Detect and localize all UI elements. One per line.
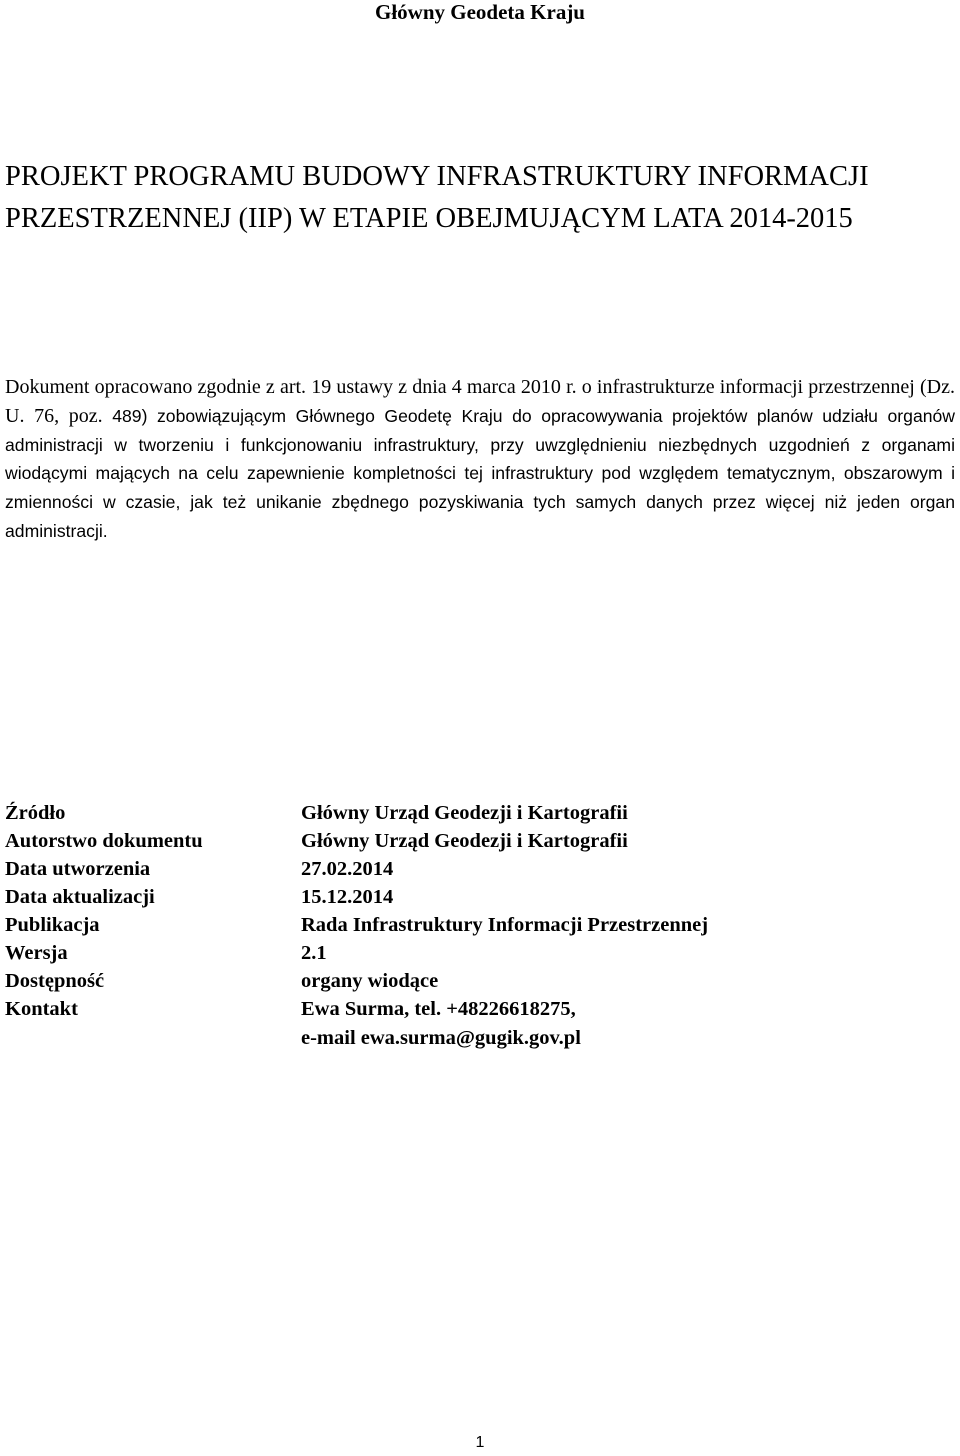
document-title-line-1: PROJEKT PROGRAMU BUDOWY INFRASTRUKTURY INFORMACJI	[5, 161, 869, 192]
header-title: Główny Geodeta Kraju	[375, 0, 585, 24]
metadata-value: 15.12.2014	[301, 886, 394, 908]
metadata-value: 27.02.2014	[301, 858, 394, 880]
metadata-row-source	[5, 791, 955, 827]
document-title	[5, 156, 955, 240]
metadata-row-publication	[5, 911, 955, 939]
metadata-label: Kontakt	[5, 998, 78, 1020]
metadata-value: Rada Infrastruktury Informacji Przestrzennej	[301, 914, 709, 936]
metadata-label: Data aktualizacji	[5, 886, 155, 908]
metadata-value: organy wiodące	[301, 970, 439, 992]
metadata-contact-email: e-mail ewa.surma@gugik.gov.pl	[301, 1027, 581, 1049]
metadata-row-created	[5, 855, 955, 883]
metadata-label: Źródło	[5, 802, 66, 824]
metadata-label: Data utworzenia	[5, 858, 151, 880]
metadata-table	[5, 791, 955, 1053]
metadata-row-version	[5, 939, 955, 967]
page-number: 1	[475, 1434, 485, 1451]
intro-text-part-1: Dokument opracowano zgodnie z art. 19 ustawy z dnia 4 marca 2010 r. o infrastrukturze informacji przestrzennej (Dz. U. 76, poz.	[5, 376, 955, 427]
metadata-label: Publikacja	[5, 914, 100, 936]
metadata-row-author	[5, 827, 955, 855]
intro-paragraph	[5, 373, 955, 546]
metadata-row-updated	[5, 883, 955, 911]
document-title-line-2: PRZESTRZENNEJ (IIP) W ETAPIE OBEJMUJĄCYM LATA 2014-2015	[5, 203, 853, 234]
intro-text	[5, 373, 955, 546]
metadata-label: Wersja	[5, 942, 68, 964]
intro-text-part-2: 489) zobowiązującym Głównego Geodetę Kraju do opracowywania projektów planów udziału organów administracji w tworzeniu i funkcjonowaniu infrastruktury, przy uwzględnieniu niezbędnych uzgodnień z organami wiodącymi mających na celu zapewnienie kompletności tej infrastruktury pod względem tematycznym, obszarowym i zmienności w czasie, jak też unikanie zbędnego pozyskiwania tych samych danych przez więcej niż jeden organ administracji.	[5, 405, 956, 541]
metadata-value: Ewa Surma, tel. +48226618275,	[301, 998, 576, 1020]
metadata-value: Główny Urząd Geodezji i Kartografii	[301, 830, 628, 852]
metadata-value: Główny Urząd Geodezji i Kartografii	[301, 802, 628, 824]
metadata-row-availability	[5, 967, 955, 995]
metadata-row-contact	[5, 995, 955, 1023]
metadata-label: Dostępność	[5, 970, 105, 992]
metadata-label: Autorstwo dokumentu	[5, 830, 203, 852]
metadata-value: 2.1	[301, 942, 327, 964]
